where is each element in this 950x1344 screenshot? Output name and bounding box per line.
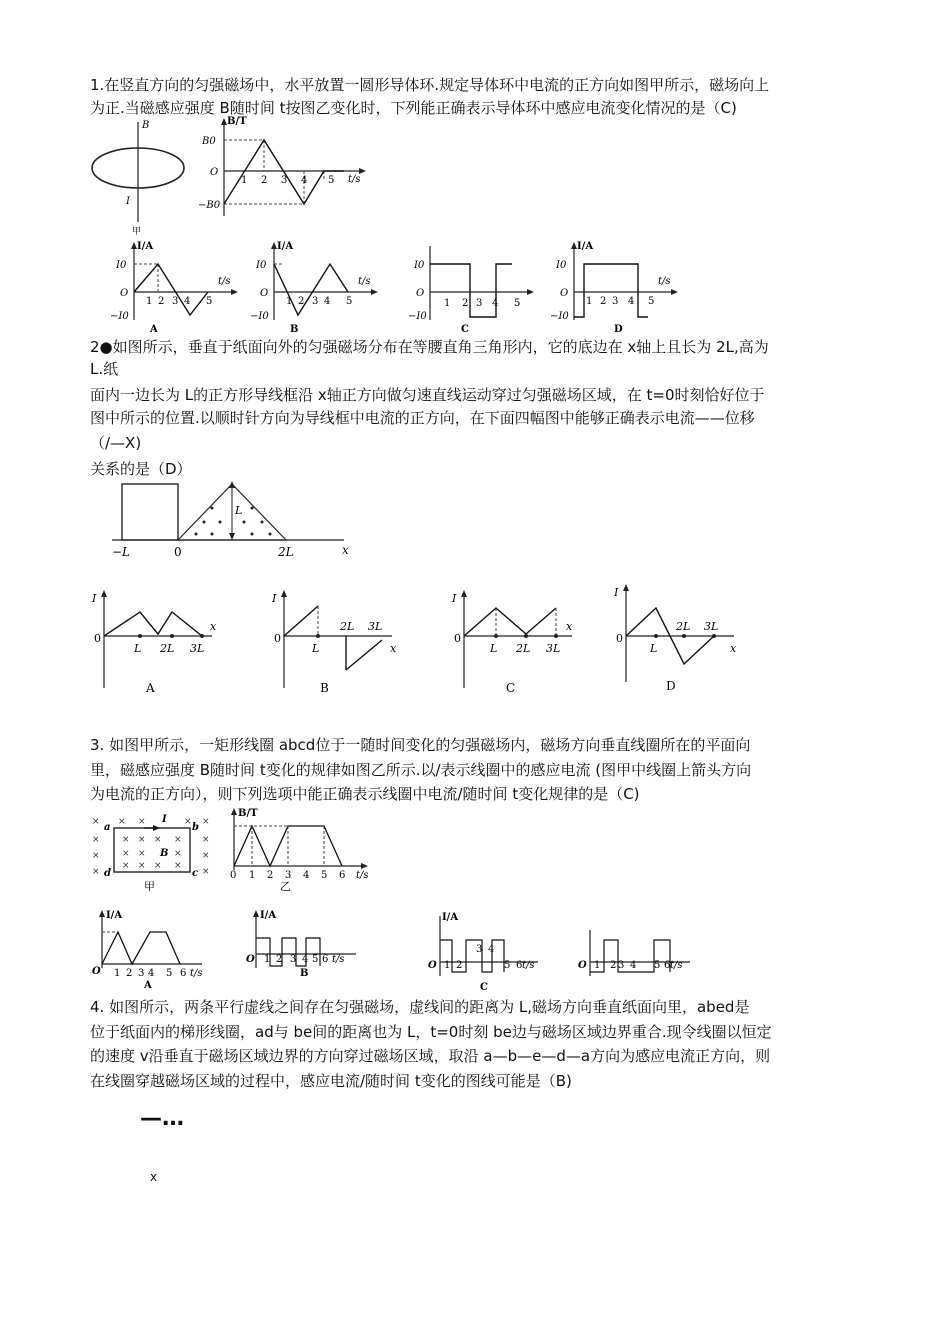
svg-text:×: × — [138, 849, 146, 859]
q1-B-option-curve — [274, 264, 348, 315]
q1-D-curve — [574, 264, 648, 317]
svg-text:t/s: t/s — [190, 968, 203, 979]
q2-A-tick: 3L — [190, 642, 205, 655]
q2-D-tick: L — [650, 642, 658, 655]
q2-line6: 关系的是（D） — [90, 460, 192, 478]
svg-text:6: 6 — [322, 954, 329, 965]
svg-text:t/s: t/s — [670, 960, 683, 971]
q1-tick: 3 — [281, 175, 288, 186]
q1-C-negI0: −I0 — [408, 311, 427, 322]
q1-B-O: O — [260, 288, 269, 299]
svg-text:×: × — [138, 817, 146, 827]
svg-text:6: 6 — [664, 960, 671, 971]
q2-B-tick: L — [312, 642, 320, 655]
svg-text:4: 4 — [488, 944, 495, 955]
svg-text:×: × — [122, 861, 130, 871]
q1-C-curve — [430, 264, 512, 317]
svg-text:4: 4 — [630, 960, 637, 971]
q1-D-I-axis: I/A — [577, 241, 594, 252]
q1-C-tick: 4 — [492, 298, 499, 309]
svg-text:0: 0 — [230, 870, 237, 881]
svg-text:6: 6 — [516, 960, 523, 971]
svg-text:×: × — [92, 867, 100, 877]
q1-line2: 为正.当磁感应强度 B随时间 t按图乙变化时，下列能正确表示导体环中感应电流变化情况的是（C) — [90, 99, 737, 117]
q1-D-negI0: −I0 — [550, 311, 569, 322]
q3-C-label: C — [480, 982, 488, 993]
q1-A-negI0: −I0 — [110, 311, 129, 322]
svg-text:×: × — [92, 817, 100, 827]
svg-text:×: × — [154, 835, 162, 845]
q2-height-label: L — [235, 504, 243, 517]
svg-text:2: 2 — [456, 960, 463, 971]
svg-text:1: 1 — [249, 870, 256, 881]
svg-text:×: × — [184, 817, 192, 827]
svg-text:×: × — [174, 861, 182, 871]
q1-jia-label: 甲 — [132, 227, 142, 237]
q1-A-tick: 3 — [172, 296, 179, 307]
q1-D-tick: 1 — [586, 296, 593, 307]
q3-yi-label: 乙 — [280, 880, 291, 893]
q2-C-label: C — [506, 681, 516, 695]
q2-D-tick: 2L — [676, 620, 691, 633]
q3-Bt-graph — [224, 806, 374, 893]
svg-text:5: 5 — [504, 960, 511, 971]
svg-text:5: 5 — [654, 960, 661, 971]
q1-C-I0: I0 — [414, 260, 425, 271]
q1-option-C-graph — [404, 240, 544, 335]
svg-text:2: 2 — [126, 968, 133, 979]
q4-figure-fragment: —… — [140, 1106, 184, 1131]
svg-text:2: 2 — [276, 954, 283, 965]
q3-jia-label: 甲 — [144, 880, 155, 893]
q3-coil-I: I — [162, 814, 167, 825]
q2-line4: 图中所示的位置.以顺时针方向为导线框中电流的正方向，在下面四幅图中能够正确表示电流——位移 — [90, 409, 755, 427]
svg-text:5: 5 — [312, 954, 319, 965]
q1-C-O: O — [416, 288, 425, 299]
q3-t-axis: t/s — [356, 870, 369, 881]
svg-text:3: 3 — [290, 954, 297, 965]
q3-B-label: B — [300, 968, 309, 979]
q2-line3: 面内一边长为 L的正方形导线框沿 x轴正方向做匀速直线运动穿过匀强磁场区域，在 t=0时刻恰好位于 — [90, 386, 765, 404]
q1-D-I0: I0 — [556, 260, 567, 271]
svg-text:×: × — [202, 851, 210, 861]
q1-ring-B-label: B — [142, 120, 150, 131]
q1-A-tick: 1 — [146, 296, 153, 307]
q2-A-zero: 0 — [94, 632, 101, 645]
q1-A-t-axis: t/s — [218, 276, 231, 287]
q3-B-I-axis: I/A — [260, 910, 277, 921]
q1-A-I-axis: I/A — [137, 241, 154, 252]
svg-text:5: 5 — [166, 968, 173, 979]
q1-tick: 4 — [301, 175, 308, 186]
q2-D-tick: 3L — [704, 620, 719, 633]
q4-line2: 位于纸面内的梯形线圈，ad与 be间的距离也为 L，t=0时刻 be边与磁场区域边界重合.现令线圈以恒定 — [90, 1023, 772, 1041]
q2-option-A-graph — [90, 588, 220, 698]
q2-A-x-axis: x — [210, 620, 217, 633]
svg-text:3: 3 — [476, 944, 483, 955]
svg-text:×: × — [118, 817, 126, 827]
q3-B-axis: B/T — [238, 808, 258, 819]
q1-B0-label: B0 — [202, 136, 216, 147]
q2-A-label: A — [146, 681, 155, 695]
q1-line1: 1.在竖直方向的匀强磁场中，水平放置一圆形导体环.规定导体环中电流的正方向如图甲所示，磁场向上 — [90, 76, 770, 94]
q3-option-A-graph — [92, 908, 212, 991]
svg-text:2: 2 — [267, 870, 274, 881]
q2-B-tick: 3L — [368, 620, 383, 633]
q1-tick: 2 — [261, 175, 268, 186]
svg-text:6: 6 — [339, 870, 346, 881]
q1-B-tick: 3 — [312, 296, 319, 307]
q2-option-B-graph — [270, 588, 400, 698]
q3-corner-b: b — [192, 822, 199, 833]
q2-B-I-axis: I — [272, 592, 277, 605]
svg-text:O: O — [246, 954, 255, 965]
q3-coil-B: B — [160, 848, 169, 859]
q1-B-negI0: −I0 — [250, 311, 269, 322]
svg-text:O: O — [578, 960, 587, 971]
q4-line1: 4. 如图所示，两条平行虚线之间存在匀强磁场，虚线间的距离为 L,磁场方向垂直纸面向里，abed是 — [90, 998, 750, 1016]
q2-line1: 2●如图所示，垂直于纸面向外的匀强磁场分布在等腰直角三角形内，它的底边在 x轴上且长为 2L,高为 — [90, 338, 769, 356]
q2-negL-label: −L — [112, 545, 131, 559]
q1-D-tick: 3 — [612, 296, 619, 307]
q1-B-tick: 2 — [298, 296, 305, 307]
svg-text:×: × — [138, 835, 146, 845]
q1-C-tick: 1 — [444, 298, 451, 309]
q2-A-tick: L — [134, 642, 142, 655]
q4-x-mark: x — [150, 1170, 158, 1184]
svg-text:3: 3 — [285, 870, 292, 881]
q2-C-I-axis: I — [452, 592, 457, 605]
q2-line2: L.纸 — [90, 360, 119, 378]
q1-D-label: D — [614, 324, 623, 335]
q3-line2: 里，磁感应强度 B随时间 t变化的规律如图乙所示.以/表示线圈中的感应电流 (图甲中线圈上箭头方向 — [90, 761, 752, 779]
q3-option-D-graph — [578, 922, 698, 992]
svg-text:×: × — [122, 835, 130, 845]
q1-C-label: C — [461, 324, 469, 335]
q1-C-tick: 2 — [462, 298, 469, 309]
q2-line5: （/—X) — [90, 434, 142, 452]
q1-Bt-graph — [198, 116, 368, 226]
q1-D-tick: 2 — [600, 296, 607, 307]
svg-text:4: 4 — [303, 870, 310, 881]
q1-D-tick: 4 — [628, 296, 635, 307]
q2-B-x-axis: x — [390, 642, 397, 655]
q1-t-axis-label: t/s — [348, 174, 361, 185]
svg-text:1: 1 — [114, 968, 121, 979]
svg-text:4: 4 — [302, 954, 309, 965]
svg-text:×: × — [202, 835, 210, 845]
q1-option-D-graph — [548, 240, 688, 335]
svg-text:5: 5 — [321, 870, 328, 881]
svg-text:O: O — [428, 960, 437, 971]
q1-A-curve — [134, 264, 208, 315]
q2-setup-figure — [112, 478, 362, 568]
svg-text:t/s: t/s — [332, 954, 345, 965]
svg-text:×: × — [122, 849, 130, 859]
q1-option-B-graph — [248, 240, 388, 335]
q2-C-x-axis: x — [566, 620, 573, 633]
q1-A-O: O — [120, 288, 129, 299]
q1-ring-I-label: I — [126, 196, 130, 207]
svg-text:1: 1 — [444, 960, 451, 971]
q2-B-tick: 2L — [340, 620, 355, 633]
svg-text:×: × — [174, 849, 182, 859]
svg-text:4: 4 — [148, 968, 155, 979]
q1-B-tick: 5 — [346, 296, 353, 307]
q4-line4: 在线圈穿越磁场区域的过程中，感应电流/随时间 t变化的图线可能是（B) — [90, 1072, 572, 1090]
svg-text:×: × — [92, 835, 100, 845]
q3-option-C-graph — [428, 910, 558, 993]
svg-text:3: 3 — [618, 960, 625, 971]
q1-C-tick: 5 — [514, 298, 521, 309]
q2-B-label: B — [320, 681, 329, 695]
q2-B-zero: 0 — [274, 632, 281, 645]
q1-D-O: O — [560, 288, 569, 299]
q2-2L-label: 2L — [278, 545, 294, 559]
q2-D-zero: 0 — [616, 632, 623, 645]
q1-A-tick: 5 — [206, 296, 213, 307]
q1-option-A-graph — [108, 240, 248, 335]
q3-corner-d: d — [104, 868, 111, 879]
q2-option-C-graph — [450, 588, 580, 698]
svg-text:×: × — [138, 861, 146, 871]
svg-text:1: 1 — [264, 954, 271, 965]
svg-text:1: 1 — [594, 960, 601, 971]
q3-A-I-axis: I/A — [106, 910, 123, 921]
q2-zero-label: 0 — [174, 545, 182, 559]
q1-A-tick: 4 — [184, 296, 191, 307]
q1-ring-figure — [88, 118, 188, 237]
q2-x-label: x — [342, 543, 349, 557]
q1-D-t-axis: t/s — [658, 276, 671, 287]
svg-text:×: × — [202, 867, 210, 877]
q2-A-tick: 2L — [160, 642, 175, 655]
q1-tick: 5 — [328, 175, 335, 186]
q1-B-tick: 1 — [286, 296, 293, 307]
q2-D-I-axis: I — [614, 586, 619, 599]
q2-C-tick: 2L — [516, 642, 531, 655]
q3-line3: 为电流的正方向），则下列选项中能正确表示线圈中电流/随时间 t变化规律的是（C) — [90, 785, 640, 803]
q3-corner-a: a — [104, 822, 111, 833]
svg-text:×: × — [92, 851, 100, 861]
q1-B-curve — [224, 140, 344, 204]
q1-B-tick: 4 — [324, 296, 331, 307]
q2-A-I-axis: I — [92, 592, 97, 605]
q1-tick: 1 — [241, 175, 248, 186]
q2-D-label: D — [666, 679, 676, 693]
q1-B-axis-label: B/T — [227, 116, 247, 127]
q1-B-I0: I0 — [256, 260, 267, 271]
q1-B-I-axis: I/A — [277, 241, 294, 252]
q3-A-label: A — [144, 980, 152, 991]
svg-text:×: × — [174, 835, 182, 845]
q1-A-label: A — [150, 324, 158, 335]
q1-A-I0: I0 — [116, 260, 127, 271]
q2-square-frame — [122, 484, 178, 540]
q2-C-tick: L — [490, 642, 498, 655]
svg-text:×: × — [202, 817, 210, 827]
q3-option-B-graph — [246, 908, 376, 978]
q2-C-zero: 0 — [454, 632, 461, 645]
q2-D-x-axis: x — [730, 642, 737, 655]
svg-text:2: 2 — [610, 960, 617, 971]
svg-text:t/s: t/s — [522, 960, 535, 971]
svg-text:O: O — [92, 966, 101, 977]
q4-line3: 的速度 v沿垂直于磁场区域边界的方向穿过磁场区域，取沿 a—b—e—d—a方向为感应电流正方向，则 — [90, 1047, 771, 1065]
q2-option-D-graph — [612, 582, 752, 692]
q1-A-tick: 2 — [158, 296, 165, 307]
q3-line1: 3. 如图甲所示，一矩形线圈 abcd位于一随时间变化的匀强磁场内，磁场方向垂直线圈所在的平面向 — [90, 736, 751, 754]
q1-origin-label: O — [210, 167, 219, 178]
svg-text:×: × — [154, 861, 162, 871]
q3-corner-c: c — [192, 868, 199, 879]
q1-B-label: B — [290, 324, 299, 335]
q1-B-t-axis: t/s — [358, 276, 371, 287]
q3-C-I-axis: I/A — [442, 912, 459, 923]
q2-C-tick: 3L — [546, 642, 561, 655]
svg-text:6: 6 — [180, 968, 187, 979]
q1-D-tick: 5 — [648, 296, 655, 307]
q1-C-tick: 3 — [476, 298, 483, 309]
q3-coil-figure — [88, 812, 218, 892]
q1-negB0-label: −B0 — [198, 200, 221, 211]
svg-text:3: 3 — [138, 968, 145, 979]
